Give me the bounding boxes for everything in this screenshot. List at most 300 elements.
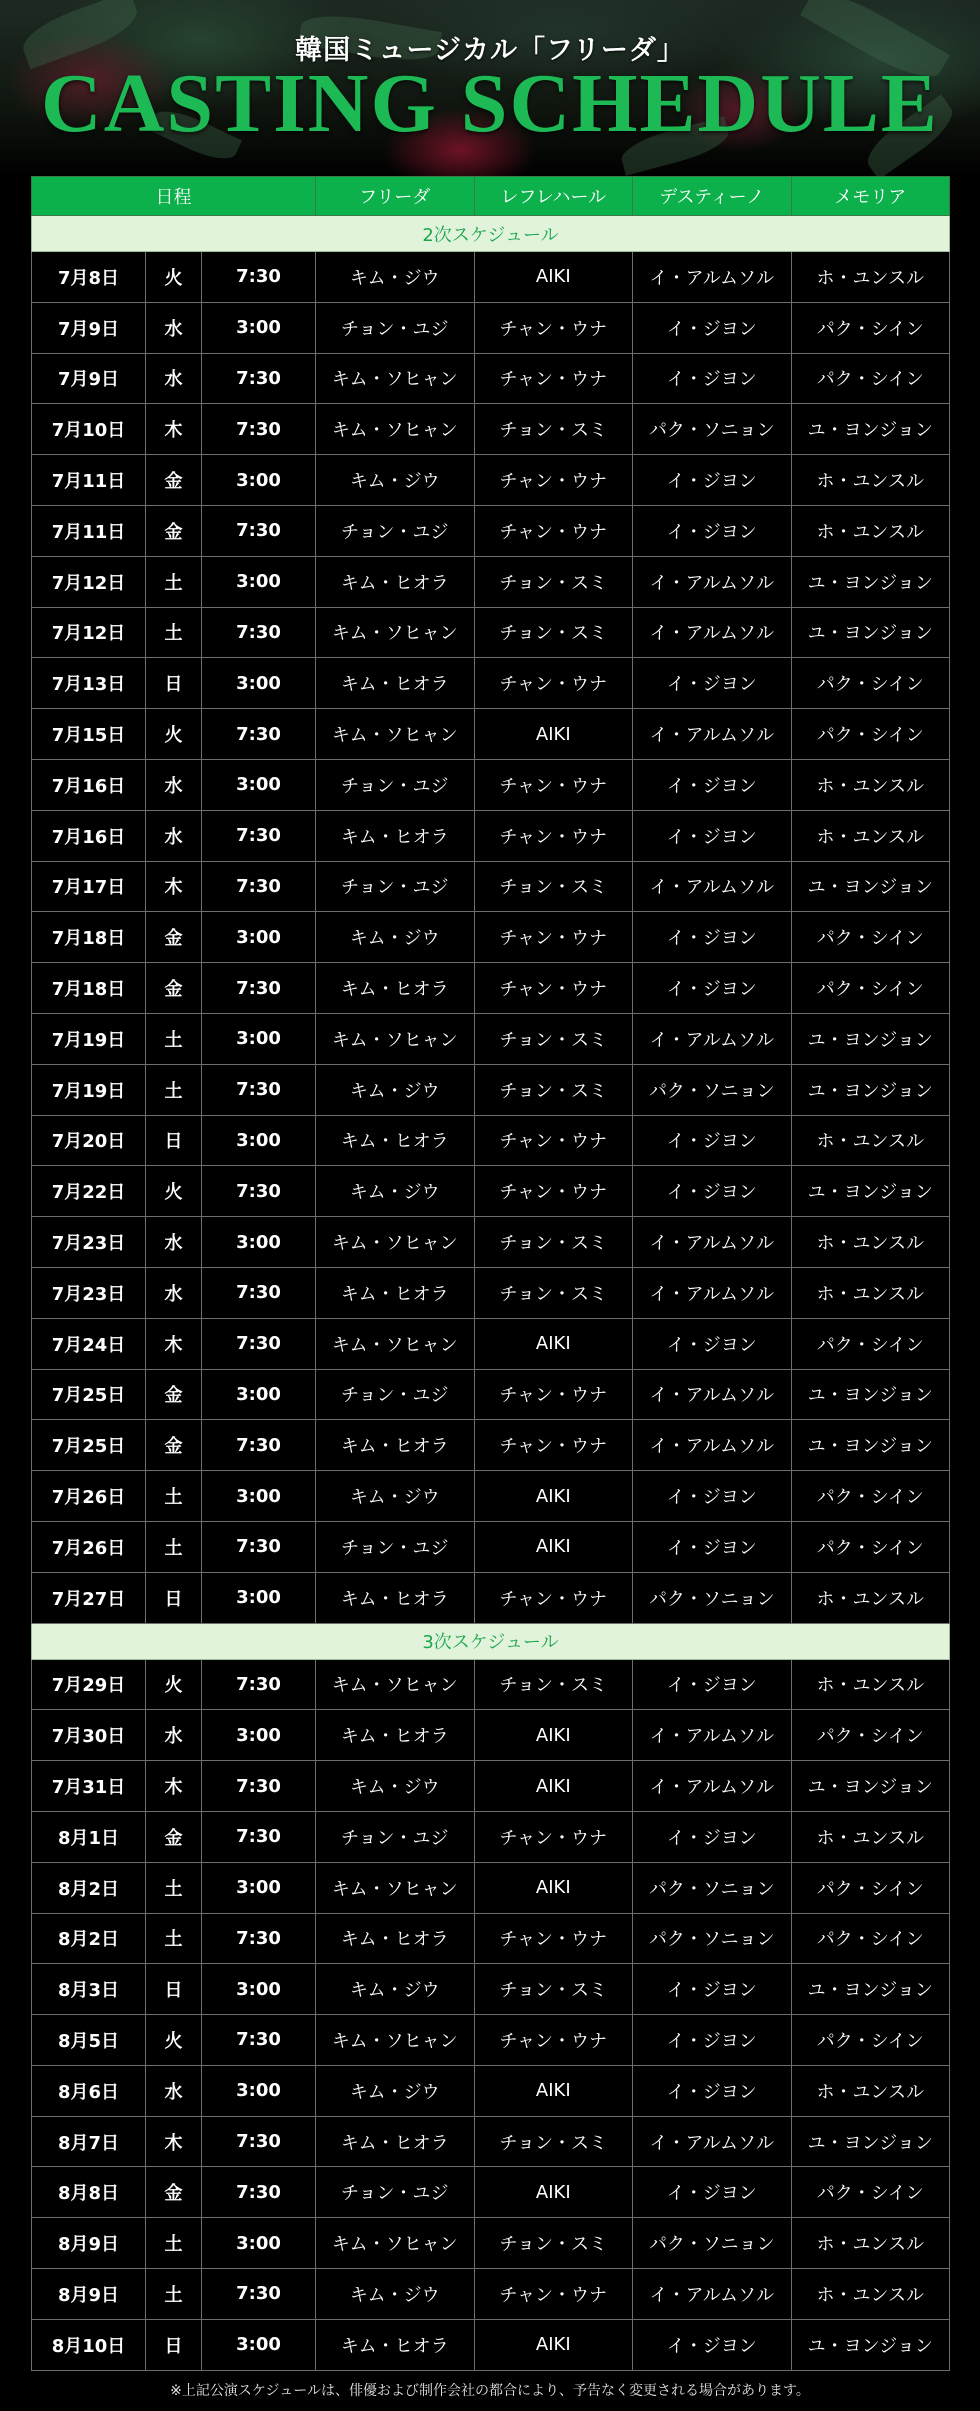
memoria-cast-cell: パク・シイン [791, 1471, 950, 1522]
destino-cast-cell: パク・ソニョン [633, 1064, 792, 1115]
date-cell: 7月8日 [32, 252, 146, 303]
frida-cast-cell: キム・ヒオラ [316, 2319, 475, 2370]
lefleharl-cast-cell: AIKI [474, 1761, 633, 1812]
column-header-date: 日程 [32, 177, 316, 216]
destino-cast-cell: イ・ジヨン [633, 1811, 792, 1862]
date-cell: 7月26日 [32, 1521, 146, 1572]
date-cell: 7月10日 [32, 404, 146, 455]
lefleharl-cast-cell: AIKI [474, 2065, 633, 2116]
time-cell: 3:00 [202, 302, 316, 353]
date-cell: 7月19日 [32, 1013, 146, 1064]
destino-cast-cell: イ・ジヨン [633, 2065, 792, 2116]
memoria-cast-cell: ホ・ユンスル [791, 455, 950, 506]
memoria-cast-cell: ホ・ユンスル [791, 2065, 950, 2116]
table-row [32, 607, 950, 658]
lefleharl-cast-cell: チャン・ウナ [474, 1811, 633, 1862]
date-cell: 7月15日 [32, 709, 146, 760]
frida-cast-cell: キム・ジウ [316, 252, 475, 303]
header-subtitle: 韓国ミュージカル「フリーダ」 [295, 35, 685, 66]
day-cell: 金 [146, 1420, 202, 1471]
lefleharl-cast-cell: チョン・スミ [474, 2218, 633, 2269]
frida-cast-cell: キム・ジウ [316, 1471, 475, 1522]
time-cell: 7:30 [202, 505, 316, 556]
memoria-cast-cell: ユ・ヨンジョン [791, 1369, 950, 1420]
section-row [32, 1623, 950, 1659]
destino-cast-cell: イ・アルムソル [633, 252, 792, 303]
lefleharl-cast-cell: チャン・ウナ [474, 963, 633, 1014]
frida-cast-cell: キム・ヒオラ [316, 1913, 475, 1964]
day-cell: 水 [146, 353, 202, 404]
lefleharl-cast-cell: チョン・スミ [474, 1013, 633, 1064]
day-cell: 水 [146, 1267, 202, 1318]
day-cell: 火 [146, 2015, 202, 2066]
destino-cast-cell: イ・アルムソル [633, 1761, 792, 1812]
memoria-cast-cell: ユ・ヨンジョン [791, 1964, 950, 2015]
table-row [32, 1521, 950, 1572]
time-cell: 3:00 [202, 1572, 316, 1623]
memoria-cast-cell: ホ・ユンスル [791, 2218, 950, 2269]
day-cell: 土 [146, 1862, 202, 1913]
lefleharl-cast-cell: チャン・ウナ [474, 302, 633, 353]
frida-cast-cell: キム・ヒオラ [316, 1710, 475, 1761]
memoria-cast-cell: ユ・ヨンジョン [791, 1064, 950, 1115]
memoria-cast-cell: パク・シイン [791, 912, 950, 963]
table-row [32, 1166, 950, 1217]
table-row [32, 1572, 950, 1623]
frida-cast-cell: キム・ソヒャン [316, 1862, 475, 1913]
table-row [32, 709, 950, 760]
destino-cast-cell: イ・ジヨン [633, 505, 792, 556]
lefleharl-cast-cell: チャン・ウナ [474, 353, 633, 404]
destino-cast-cell: イ・ジヨン [633, 658, 792, 709]
time-cell: 3:00 [202, 2319, 316, 2370]
table-row [32, 1115, 950, 1166]
memoria-cast-cell: ホ・ユンスル [791, 252, 950, 303]
table-row [32, 1862, 950, 1913]
date-cell: 7月19日 [32, 1064, 146, 1115]
date-cell: 8月2日 [32, 1913, 146, 1964]
time-cell: 7:30 [202, 1811, 316, 1862]
date-cell: 7月29日 [32, 1659, 146, 1710]
lefleharl-cast-cell: チョン・スミ [474, 556, 633, 607]
frida-cast-cell: キム・ジウ [316, 1064, 475, 1115]
lefleharl-cast-cell: チョン・スミ [474, 607, 633, 658]
destino-cast-cell: イ・アルムソル [633, 2116, 792, 2167]
day-cell: 日 [146, 1572, 202, 1623]
date-cell: 7月30日 [32, 1710, 146, 1761]
table-row [32, 2218, 950, 2269]
day-cell: 日 [146, 1115, 202, 1166]
date-cell: 7月22日 [32, 1166, 146, 1217]
frida-cast-cell: キム・ヒオラ [316, 1267, 475, 1318]
day-cell: 土 [146, 1471, 202, 1522]
lefleharl-cast-cell: チャン・ウナ [474, 505, 633, 556]
frida-cast-cell: キム・ソヒャン [316, 2015, 475, 2066]
frida-cast-cell: チョン・ユジ [316, 1811, 475, 1862]
date-cell: 8月6日 [32, 2065, 146, 2116]
destino-cast-cell: イ・ジヨン [633, 1471, 792, 1522]
lefleharl-cast-cell: チャン・ウナ [474, 455, 633, 506]
day-cell: 水 [146, 759, 202, 810]
frida-cast-cell: キム・ジウ [316, 912, 475, 963]
memoria-cast-cell: ホ・ユンスル [791, 1659, 950, 1710]
frida-cast-cell: キム・ソヒャン [316, 404, 475, 455]
destino-cast-cell: イ・ジヨン [633, 2167, 792, 2218]
date-cell: 7月12日 [32, 607, 146, 658]
frida-cast-cell: キム・ソヒャン [316, 607, 475, 658]
schedule-table [31, 176, 950, 2371]
table-row [32, 1267, 950, 1318]
frida-cast-cell: キム・ジウ [316, 2065, 475, 2116]
frida-cast-cell: キム・ヒオラ [316, 1572, 475, 1623]
lefleharl-cast-cell: AIKI [474, 709, 633, 760]
destino-cast-cell: イ・ジヨン [633, 302, 792, 353]
day-cell: 土 [146, 607, 202, 658]
frida-cast-cell: キム・ジウ [316, 1166, 475, 1217]
memoria-cast-cell: ホ・ユンスル [791, 2269, 950, 2320]
time-cell: 3:00 [202, 1964, 316, 2015]
table-row [32, 963, 950, 1014]
date-cell: 7月13日 [32, 658, 146, 709]
frida-cast-cell: キム・ジウ [316, 1761, 475, 1812]
frida-cast-cell: キム・ソヒャン [316, 353, 475, 404]
table-row [32, 759, 950, 810]
time-cell: 7:30 [202, 1166, 316, 1217]
table-row [32, 1318, 950, 1369]
time-cell: 7:30 [202, 2116, 316, 2167]
date-cell: 7月31日 [32, 1761, 146, 1812]
memoria-cast-cell: ホ・ユンスル [791, 1572, 950, 1623]
day-cell: 土 [146, 1013, 202, 1064]
day-cell: 金 [146, 912, 202, 963]
memoria-cast-cell: パク・シイン [791, 1913, 950, 1964]
table-row [32, 2167, 950, 2218]
table-row [32, 1420, 950, 1471]
memoria-cast-cell: ユ・ヨンジョン [791, 607, 950, 658]
time-cell: 3:00 [202, 912, 316, 963]
time-cell: 7:30 [202, 1913, 316, 1964]
table-header-row [32, 177, 950, 216]
day-cell: 金 [146, 455, 202, 506]
lefleharl-cast-cell: チョン・スミ [474, 861, 633, 912]
table-row [32, 912, 950, 963]
day-cell: 木 [146, 404, 202, 455]
table-row [32, 1913, 950, 1964]
lefleharl-cast-cell: AIKI [474, 1471, 633, 1522]
frida-cast-cell: キム・ジウ [316, 455, 475, 506]
date-cell: 7月25日 [32, 1420, 146, 1471]
time-cell: 7:30 [202, 1659, 316, 1710]
section-row [32, 216, 950, 252]
memoria-cast-cell: ユ・ヨンジョン [791, 861, 950, 912]
frida-cast-cell: キム・ヒオラ [316, 963, 475, 1014]
memoria-cast-cell: ユ・ヨンジョン [791, 2116, 950, 2167]
memoria-cast-cell: パク・シイン [791, 1862, 950, 1913]
destino-cast-cell: イ・ジヨン [633, 1166, 792, 1217]
time-cell: 7:30 [202, 1761, 316, 1812]
lefleharl-cast-cell: チャン・ウナ [474, 759, 633, 810]
date-cell: 8月9日 [32, 2269, 146, 2320]
date-cell: 8月5日 [32, 2015, 146, 2066]
destino-cast-cell: パク・ソニョン [633, 1913, 792, 1964]
memoria-cast-cell: ユ・ヨンジョン [791, 2319, 950, 2370]
table-row [32, 1964, 950, 2015]
frida-cast-cell: キム・ソヒャン [316, 2218, 475, 2269]
lefleharl-cast-cell: チョン・スミ [474, 1064, 633, 1115]
date-cell: 7月24日 [32, 1318, 146, 1369]
frida-cast-cell: キム・ヒオラ [316, 1115, 475, 1166]
header-banner [0, 0, 980, 176]
column-header-frida: フリーダ [316, 177, 475, 216]
destino-cast-cell: イ・アルムソル [633, 1710, 792, 1761]
destino-cast-cell: イ・アルムソル [633, 1013, 792, 1064]
table-row [32, 2015, 950, 2066]
table-row [32, 404, 950, 455]
day-cell: 水 [146, 810, 202, 861]
day-cell: 水 [146, 2065, 202, 2116]
time-cell: 3:00 [202, 1369, 316, 1420]
memoria-cast-cell: ホ・ユンスル [791, 1811, 950, 1862]
time-cell: 7:30 [202, 810, 316, 861]
time-cell: 7:30 [202, 1064, 316, 1115]
lefleharl-cast-cell: チョン・スミ [474, 1217, 633, 1268]
time-cell: 7:30 [202, 2167, 316, 2218]
destino-cast-cell: イ・アルムソル [633, 607, 792, 658]
day-cell: 土 [146, 1521, 202, 1572]
destino-cast-cell: イ・ジヨン [633, 2319, 792, 2370]
destino-cast-cell: イ・ジヨン [633, 759, 792, 810]
time-cell: 3:00 [202, 759, 316, 810]
table-row [32, 1811, 950, 1862]
frida-cast-cell: キム・ジウ [316, 1964, 475, 2015]
lefleharl-cast-cell: チャン・ウナ [474, 2015, 633, 2066]
table-row [32, 252, 950, 303]
destino-cast-cell: イ・ジヨン [633, 810, 792, 861]
date-cell: 7月26日 [32, 1471, 146, 1522]
lefleharl-cast-cell: チャン・ウナ [474, 1420, 633, 1471]
destino-cast-cell: イ・ジヨン [633, 963, 792, 1014]
date-cell: 7月23日 [32, 1217, 146, 1268]
destino-cast-cell: イ・ジヨン [633, 2015, 792, 2066]
time-cell: 3:00 [202, 1217, 316, 1268]
destino-cast-cell: イ・アルムソル [633, 1217, 792, 1268]
destino-cast-cell: イ・アルムソル [633, 1267, 792, 1318]
day-cell: 木 [146, 1318, 202, 1369]
lefleharl-cast-cell: AIKI [474, 1862, 633, 1913]
lefleharl-cast-cell: チャン・ウナ [474, 810, 633, 861]
table-row [32, 1471, 950, 1522]
day-cell: 金 [146, 1369, 202, 1420]
day-cell: 金 [146, 963, 202, 1014]
day-cell: 日 [146, 1964, 202, 2015]
memoria-cast-cell: ユ・ヨンジョン [791, 1013, 950, 1064]
time-cell: 3:00 [202, 1013, 316, 1064]
date-cell: 7月18日 [32, 963, 146, 1014]
time-cell: 3:00 [202, 2218, 316, 2269]
time-cell: 3:00 [202, 455, 316, 506]
table-row [32, 1013, 950, 1064]
lefleharl-cast-cell: チャン・ウナ [474, 1115, 633, 1166]
lefleharl-cast-cell: チョン・スミ [474, 2116, 633, 2167]
memoria-cast-cell: ホ・ユンスル [791, 1267, 950, 1318]
frida-cast-cell: チョン・ユジ [316, 1521, 475, 1572]
memoria-cast-cell: パク・シイン [791, 1318, 950, 1369]
frida-cast-cell: キム・ソヒャン [316, 1217, 475, 1268]
frida-cast-cell: キム・ジウ [316, 2269, 475, 2320]
lefleharl-cast-cell: チョン・スミ [474, 1267, 633, 1318]
time-cell: 7:30 [202, 1521, 316, 1572]
table-row [32, 1710, 950, 1761]
day-cell: 水 [146, 1217, 202, 1268]
memoria-cast-cell: ユ・ヨンジョン [791, 556, 950, 607]
lefleharl-cast-cell: チョン・スミ [474, 1659, 633, 1710]
date-cell: 7月20日 [32, 1115, 146, 1166]
date-cell: 7月16日 [32, 759, 146, 810]
memoria-cast-cell: ユ・ヨンジョン [791, 1761, 950, 1812]
table-row [32, 1064, 950, 1115]
time-cell: 3:00 [202, 658, 316, 709]
lefleharl-cast-cell: チャン・ウナ [474, 1369, 633, 1420]
date-cell: 7月11日 [32, 505, 146, 556]
lefleharl-cast-cell: AIKI [474, 2319, 633, 2370]
time-cell: 7:30 [202, 861, 316, 912]
memoria-cast-cell: パク・シイン [791, 709, 950, 760]
memoria-cast-cell: パク・シイン [791, 963, 950, 1014]
memoria-cast-cell: パク・シイン [791, 302, 950, 353]
day-cell: 土 [146, 556, 202, 607]
day-cell: 日 [146, 2319, 202, 2370]
table-row [32, 556, 950, 607]
day-cell: 火 [146, 1166, 202, 1217]
date-cell: 8月7日 [32, 2116, 146, 2167]
date-cell: 7月12日 [32, 556, 146, 607]
destino-cast-cell: イ・アルムソル [633, 556, 792, 607]
day-cell: 火 [146, 252, 202, 303]
date-cell: 8月2日 [32, 1862, 146, 1913]
day-cell: 木 [146, 1761, 202, 1812]
destino-cast-cell: パク・ソニョン [633, 1572, 792, 1623]
frida-cast-cell: キム・ヒオラ [316, 1420, 475, 1471]
section-label: 3次スケジュール [32, 1623, 950, 1659]
day-cell: 火 [146, 1659, 202, 1710]
lefleharl-cast-cell: AIKI [474, 252, 633, 303]
destino-cast-cell: イ・ジヨン [633, 455, 792, 506]
table-row [32, 2116, 950, 2167]
memoria-cast-cell: ホ・ユンスル [791, 505, 950, 556]
table-row [32, 1659, 950, 1710]
time-cell: 3:00 [202, 1471, 316, 1522]
time-cell: 3:00 [202, 1115, 316, 1166]
table-row [32, 2269, 950, 2320]
destino-cast-cell: イ・ジヨン [633, 1318, 792, 1369]
lefleharl-cast-cell: AIKI [474, 1521, 633, 1572]
date-cell: 7月9日 [32, 353, 146, 404]
frida-cast-cell: チョン・ユジ [316, 505, 475, 556]
lefleharl-cast-cell: チャン・ウナ [474, 1572, 633, 1623]
frida-cast-cell: キム・ソヒャン [316, 709, 475, 760]
destino-cast-cell: イ・アルムソル [633, 709, 792, 760]
memoria-cast-cell: ホ・ユンスル [791, 759, 950, 810]
memoria-cast-cell: ホ・ユンスル [791, 1217, 950, 1268]
memoria-cast-cell: パク・シイン [791, 1710, 950, 1761]
lefleharl-cast-cell: AIKI [474, 1318, 633, 1369]
date-cell: 7月16日 [32, 810, 146, 861]
frida-cast-cell: キム・ヒオラ [316, 658, 475, 709]
lefleharl-cast-cell: チャン・ウナ [474, 912, 633, 963]
column-header-memoria: メモリア [791, 177, 950, 216]
destino-cast-cell: イ・ジヨン [633, 1521, 792, 1572]
column-header-lefleharl: レフレハール [474, 177, 633, 216]
time-cell: 7:30 [202, 1267, 316, 1318]
date-cell: 8月1日 [32, 1811, 146, 1862]
table-body [32, 216, 950, 2371]
destino-cast-cell: パク・ソニョン [633, 2218, 792, 2269]
frida-cast-cell: キム・ソヒャン [316, 1013, 475, 1064]
table-row [32, 861, 950, 912]
day-cell: 土 [146, 1913, 202, 1964]
destino-cast-cell: イ・ジヨン [633, 1964, 792, 2015]
memoria-cast-cell: パク・シイン [791, 2015, 950, 2066]
lefleharl-cast-cell: チョン・スミ [474, 404, 633, 455]
table-row [32, 658, 950, 709]
destino-cast-cell: イ・ジヨン [633, 353, 792, 404]
time-cell: 3:00 [202, 1710, 316, 1761]
frida-cast-cell: キム・ソヒャン [316, 1318, 475, 1369]
frida-cast-cell: チョン・ユジ [316, 759, 475, 810]
table-row [32, 302, 950, 353]
schedule-table-wrapper [31, 176, 949, 2371]
lefleharl-cast-cell: チャン・ウナ [474, 2269, 633, 2320]
memoria-cast-cell: パク・シイン [791, 658, 950, 709]
day-cell: 土 [146, 2269, 202, 2320]
time-cell: 7:30 [202, 607, 316, 658]
frida-cast-cell: キム・ソヒャン [316, 1659, 475, 1710]
day-cell: 木 [146, 861, 202, 912]
day-cell: 水 [146, 1710, 202, 1761]
table-row [32, 2319, 950, 2370]
lefleharl-cast-cell: チャン・ウナ [474, 1166, 633, 1217]
date-cell: 8月10日 [32, 2319, 146, 2370]
destino-cast-cell: イ・ジヨン [633, 1115, 792, 1166]
section-label: 2次スケジュール [32, 216, 950, 252]
date-cell: 7月18日 [32, 912, 146, 963]
date-cell: 7月27日 [32, 1572, 146, 1623]
destino-cast-cell: パク・ソニョン [633, 1862, 792, 1913]
destino-cast-cell: イ・ジヨン [633, 912, 792, 963]
memoria-cast-cell: ユ・ヨンジョン [791, 1420, 950, 1471]
lefleharl-cast-cell: チャン・ウナ [474, 1913, 633, 1964]
memoria-cast-cell: ホ・ユンスル [791, 810, 950, 861]
page-title: CASTING SCHEDULE [41, 57, 939, 150]
date-cell: 7月23日 [32, 1267, 146, 1318]
lefleharl-cast-cell: AIKI [474, 2167, 633, 2218]
time-cell: 7:30 [202, 2015, 316, 2066]
memoria-cast-cell: ユ・ヨンジョン [791, 1166, 950, 1217]
time-cell: 7:30 [202, 2269, 316, 2320]
table-row [32, 810, 950, 861]
table-row [32, 1761, 950, 1812]
destino-cast-cell: パク・ソニョン [633, 404, 792, 455]
day-cell: 日 [146, 658, 202, 709]
day-cell: 水 [146, 302, 202, 353]
day-cell: 火 [146, 709, 202, 760]
column-header-destino: デスティーノ [633, 177, 792, 216]
time-cell: 7:30 [202, 252, 316, 303]
date-cell: 8月9日 [32, 2218, 146, 2269]
day-cell: 土 [146, 1064, 202, 1115]
frida-cast-cell: キム・ヒオラ [316, 810, 475, 861]
date-cell: 7月11日 [32, 455, 146, 506]
